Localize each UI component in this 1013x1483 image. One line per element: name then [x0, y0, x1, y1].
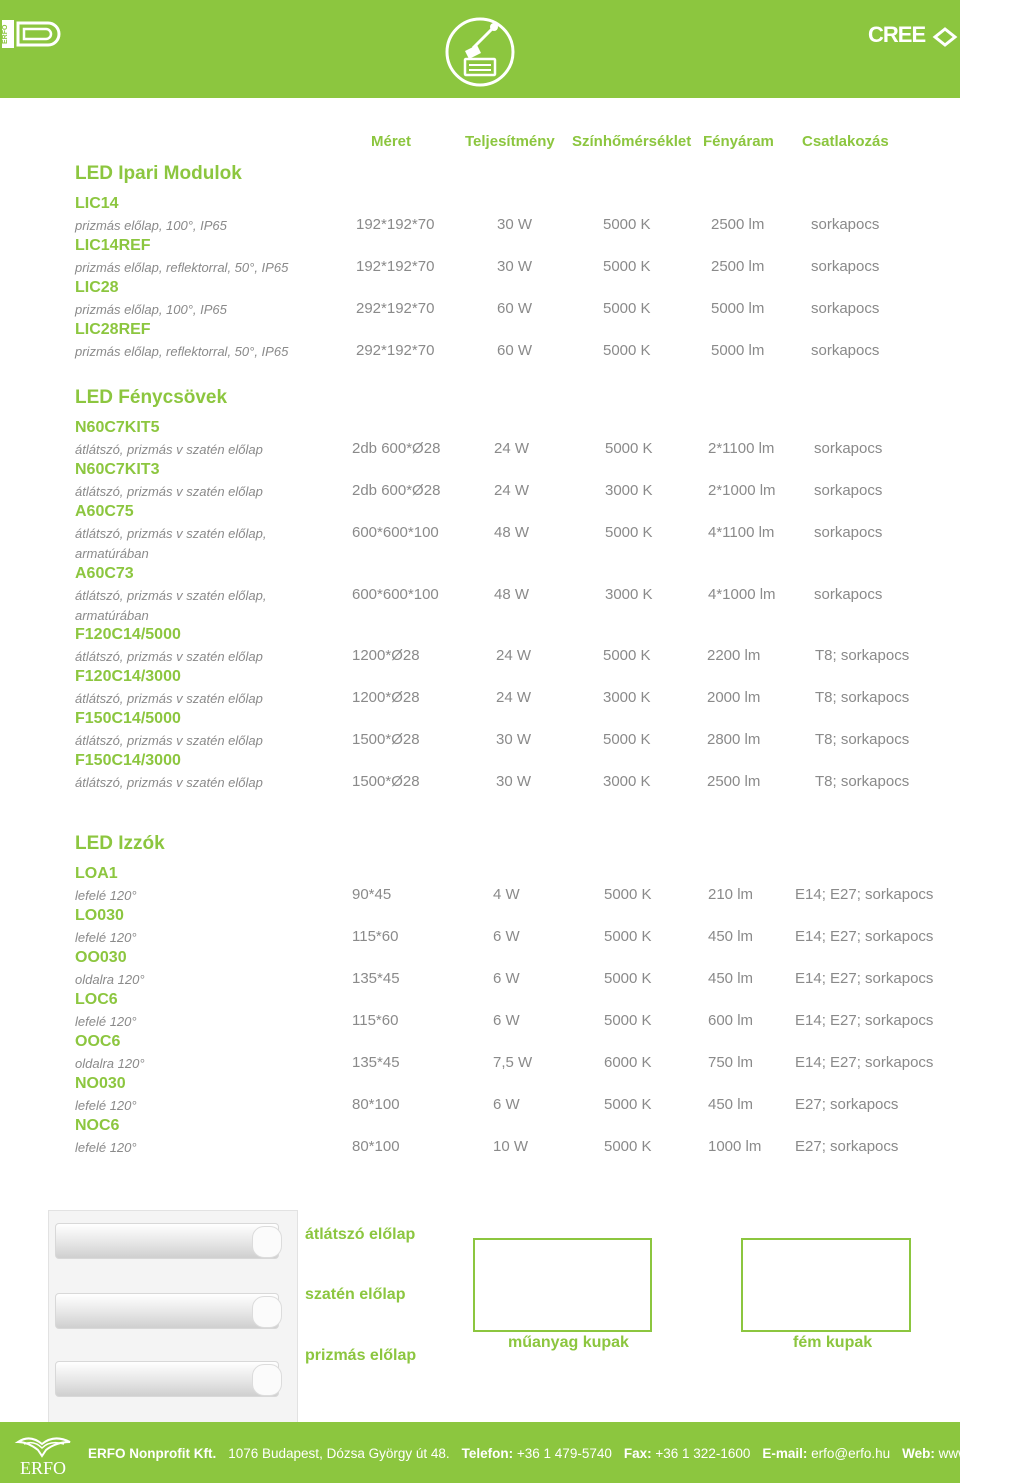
product-size: 1500*Ø28	[352, 773, 420, 790]
product-flux: 2*1100 lm	[708, 440, 775, 457]
erfo-footer-logo: ERFO	[20, 1458, 67, 1478]
top-banner	[0, 0, 960, 98]
fax-number: +36 1 322-1600	[655, 1446, 751, 1461]
led-tubes-photo	[48, 1210, 298, 1424]
product-connection: E14; E27; sorkapocs	[795, 1054, 934, 1071]
product-power: 4 W	[493, 886, 520, 903]
product-power: 30 W	[497, 216, 533, 233]
label-plastic-cap: műanyag kupak	[508, 1334, 629, 1351]
cree-logo: CREE	[868, 22, 926, 47]
product-connection: sorkapocs	[811, 342, 880, 359]
footer-bar	[0, 1422, 1013, 1483]
product-connection: E14; E27; sorkapocs	[795, 886, 934, 903]
product-code: LO030	[75, 907, 124, 924]
product-description: átlátszó, prizmás v szatén előlap	[75, 649, 263, 664]
product-code: A60C73	[75, 565, 134, 582]
product-power: 60 W	[497, 300, 533, 317]
product-power: 6 W	[493, 1012, 520, 1029]
product-color-temp: 5000 K	[603, 647, 651, 664]
product-flux: 600 lm	[708, 1012, 754, 1029]
product-power: 48 W	[494, 586, 530, 603]
product-color-temp: 3000 K	[605, 586, 653, 603]
product-flux: 2000 lm	[707, 689, 761, 706]
product-description: prizmás előlap, reflektorral, 50°, IP65	[75, 260, 289, 275]
product-size: 1200*Ø28	[352, 689, 420, 706]
web-link[interactable]: www.erfo.hu	[938, 1446, 1013, 1461]
product-power: 10 W	[493, 1138, 529, 1155]
product-flux: 2500 lm	[711, 216, 765, 233]
product-code: N60C7KIT3	[75, 461, 160, 478]
product-power: 30 W	[496, 731, 532, 748]
product-flux: 2800 lm	[707, 731, 761, 748]
label-prismatic-cover: prizmás előlap	[305, 1347, 417, 1364]
email-label: E-mail:	[762, 1446, 808, 1461]
product-code: F150C14/3000	[75, 752, 181, 769]
product-flux: 450 lm	[708, 928, 754, 945]
erfo-bird-logo-icon	[16, 1432, 72, 1458]
product-description: lefelé 120°	[75, 1014, 137, 1029]
product-connection: sorkapocs	[811, 300, 880, 317]
product-color-temp: 3000 K	[605, 482, 653, 499]
product-flux: 450 lm	[708, 970, 754, 987]
cree-diamond-icon	[934, 28, 956, 46]
product-connection: sorkapocs	[814, 440, 883, 457]
product-connection: T8; sorkapocs	[815, 731, 910, 748]
product-power: 48 W	[494, 524, 530, 541]
product-connection: T8; sorkapocs	[815, 689, 910, 706]
product-connection: sorkapocs	[814, 586, 883, 603]
product-flux: 2500 lm	[707, 773, 761, 790]
product-flux: 750 lm	[708, 1054, 754, 1071]
product-color-temp: 5000 K	[604, 886, 652, 903]
product-flux: 2500 lm	[711, 258, 765, 275]
product-size: 192*192*70	[356, 258, 435, 275]
product-code: LIC14REF	[75, 237, 151, 254]
product-description: prizmás előlap, reflektorral, 50°, IP65	[75, 344, 289, 359]
product-connection: sorkapocs	[814, 482, 883, 499]
product-flux: 210 lm	[708, 886, 754, 903]
product-connection: T8; sorkapocs	[815, 773, 910, 790]
product-description: átlátszó, prizmás v szatén előlap	[75, 484, 263, 499]
product-description: lefelé 120°	[75, 1140, 137, 1155]
product-code: LIC28REF	[75, 321, 151, 338]
section-title-led-tubes: LED Fénycsövek	[75, 387, 228, 408]
product-color-temp: 5000 K	[604, 1138, 652, 1155]
product-flux: 5000 lm	[711, 342, 765, 359]
product-code: OO030	[75, 949, 127, 966]
product-code: A60C75	[75, 503, 134, 520]
product-color-temp: 5000 K	[603, 258, 651, 275]
product-size: 135*45	[352, 1054, 400, 1071]
product-color-temp: 3000 K	[603, 773, 651, 790]
header-power: Teljesítmény	[465, 133, 555, 150]
lamp-category-icon	[443, 15, 517, 89]
plastic-cap-image	[473, 1238, 652, 1332]
product-flux: 2*1000 lm	[708, 482, 776, 499]
product-flux: 5000 lm	[711, 300, 765, 317]
phone-label: Telefon:	[461, 1446, 514, 1461]
product-power: 30 W	[496, 773, 532, 790]
company-name: ERFO Nonprofit Kft.	[88, 1446, 217, 1461]
product-flux: 4*1000 lm	[708, 586, 776, 603]
product-description: oldalra 120°	[75, 1056, 145, 1071]
product-code: NOC6	[75, 1117, 120, 1134]
product-connection: sorkapocs	[814, 524, 883, 541]
product-size: 292*192*70	[356, 300, 435, 317]
product-color-temp: 5000 K	[604, 970, 652, 987]
header-connection: Csatlakozás	[802, 133, 889, 150]
product-code: LOC6	[75, 991, 118, 1008]
metal-cap-image	[741, 1238, 911, 1332]
product-color-temp: 5000 K	[604, 928, 652, 945]
company-address: 1076 Budapest, Dózsa György út 48.	[228, 1446, 450, 1461]
product-flux: 2200 lm	[707, 647, 761, 664]
product-size: 292*192*70	[356, 342, 435, 359]
product-power: 30 W	[497, 258, 533, 275]
product-power: 24 W	[496, 689, 532, 706]
product-code: LOA1	[75, 865, 118, 882]
product-color-temp: 5000 K	[604, 1012, 652, 1029]
product-description: átlátszó, prizmás v szatén előlap,	[75, 526, 267, 541]
product-code: F150C14/5000	[75, 710, 181, 727]
product-size: 2db 600*Ø28	[352, 440, 441, 457]
product-color-temp: 3000 K	[603, 689, 651, 706]
tube-end-cap	[252, 1226, 282, 1258]
product-size: 90*45	[352, 886, 392, 903]
product-description: átlátszó, prizmás v szatén előlap,	[75, 588, 267, 603]
erfo-badge-text: ERFO	[2, 20, 14, 48]
header-luminous-flux: Fényáram	[703, 133, 774, 150]
header-size: Méret	[371, 133, 412, 150]
product-color-temp: 5000 K	[603, 731, 651, 748]
tube-satin	[55, 1293, 279, 1329]
product-size: 1500*Ø28	[352, 731, 420, 748]
product-description: átlátszó, prizmás v szatén előlap	[75, 442, 263, 457]
product-size: 192*192*70	[356, 216, 435, 233]
product-size: 80*100	[352, 1138, 400, 1155]
product-connection: E27; sorkapocs	[795, 1096, 899, 1113]
product-power: 24 W	[496, 647, 532, 664]
product-color-temp: 5000 K	[605, 524, 653, 541]
product-connection: sorkapocs	[811, 258, 880, 275]
product-description: lefelé 120°	[75, 930, 137, 945]
product-size: 1200*Ø28	[352, 647, 420, 664]
product-size: 115*60	[352, 928, 399, 945]
phone-number: +36 1 479-5740	[516, 1446, 612, 1461]
product-description: oldalra 120°	[75, 972, 145, 987]
product-code: NO030	[75, 1075, 126, 1092]
product-size: 135*45	[352, 970, 400, 987]
product-description: prizmás előlap, 100°, IP65	[75, 218, 227, 233]
product-power: 24 W	[494, 440, 530, 457]
product-description: átlátszó, prizmás v szatén előlap	[75, 775, 263, 790]
product-connection: E14; E27; sorkapocs	[795, 928, 934, 945]
product-color-temp: 5000 K	[605, 440, 653, 457]
label-clear-cover: átlátszó előlap	[305, 1226, 416, 1243]
product-code: LIC28	[75, 279, 119, 296]
header-color-temp: Színhőmérséklet	[572, 133, 692, 150]
tube-end-cap	[252, 1296, 282, 1328]
product-size: 2db 600*Ø28	[352, 482, 441, 499]
product-flux: 4*1100 lm	[708, 524, 775, 541]
email-link[interactable]: erfo@erfo.hu	[811, 1446, 891, 1461]
product-size: 600*600*100	[352, 586, 439, 603]
product-code: OOC6	[75, 1033, 121, 1050]
product-power: 24 W	[494, 482, 530, 499]
product-color-temp: 5000 K	[603, 216, 651, 233]
product-flux: 450 lm	[708, 1096, 754, 1113]
product-description: átlátszó, prizmás v szatén előlap	[75, 733, 263, 748]
product-power: 60 W	[497, 342, 533, 359]
product-connection: sorkapocs	[811, 216, 880, 233]
product-color-temp: 5000 K	[603, 300, 651, 317]
product-code: LIC14	[75, 195, 119, 212]
product-description: prizmás előlap, 100°, IP65	[75, 302, 227, 317]
product-size: 80*100	[352, 1096, 400, 1113]
section-title-led-bulbs: LED Izzók	[75, 833, 165, 854]
product-flux: 1000 lm	[708, 1138, 762, 1155]
tube-prismatic	[55, 1361, 279, 1397]
product-power: 6 W	[493, 928, 520, 945]
product-description: átlátszó, prizmás v szatén előlap	[75, 691, 263, 706]
product-connection: E14; E27; sorkapocs	[795, 1012, 934, 1029]
product-color-temp: 6000 K	[604, 1054, 652, 1071]
product-power: 6 W	[493, 1096, 520, 1113]
product-power: 7,5 W	[493, 1054, 533, 1071]
product-color-temp: 5000 K	[603, 342, 651, 359]
product-power: 6 W	[493, 970, 520, 987]
product-connection: T8; sorkapocs	[815, 647, 910, 664]
footer-contact	[88, 1446, 1013, 1461]
label-satin-cover: szatén előlap	[305, 1286, 406, 1303]
product-connection: E14; E27; sorkapocs	[795, 970, 934, 987]
tube-clear	[55, 1223, 279, 1259]
product-connection: E27; sorkapocs	[795, 1138, 899, 1155]
product-code: F120C14/5000	[75, 626, 181, 643]
tube-end-cap	[252, 1364, 282, 1396]
section-title-industrial-modules: LED Ipari Modulok	[75, 163, 242, 184]
product-description: lefelé 120°	[75, 1098, 137, 1113]
product-size: 600*600*100	[352, 524, 439, 541]
product-description: lefelé 120°	[75, 888, 137, 903]
fax-label: Fax:	[623, 1446, 652, 1461]
product-description-line2: armatúrában	[75, 546, 149, 561]
label-metal-cap: fém kupak	[793, 1334, 873, 1351]
product-code: F120C14/3000	[75, 668, 181, 685]
product-color-temp: 5000 K	[604, 1096, 652, 1113]
product-size: 115*60	[352, 1012, 399, 1029]
product-description-line2: armatúrában	[75, 608, 149, 623]
web-label: Web:	[902, 1446, 935, 1461]
product-code: N60C7KIT5	[75, 419, 160, 436]
